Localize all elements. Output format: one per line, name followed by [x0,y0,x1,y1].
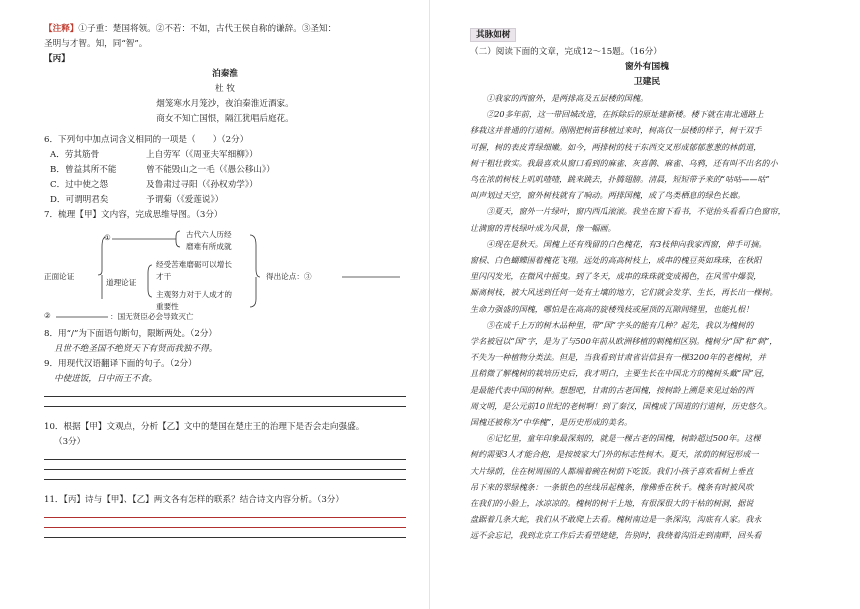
article-line: 远不会忘记，我到北京工作后去看望姥姥，告别时，我绕着沟沿走到南畔，回头看 [470,530,762,541]
question-11: 11．【丙】诗与【甲】、【乙】两文各有怎样的联系？结合诗文内容分析。（3分） [44,495,344,505]
map-conclusion: 得出论点：③ [266,272,312,281]
answer-line[interactable] [44,517,406,518]
question-8: 8．用“/”为下面语句断句，限断两处。（2分） [44,329,218,339]
article-line: 可握，树的表皮青绿细嫩。如今，两排树的枝干东西交叉形成郁郁葱葱的林荫道， [470,141,762,152]
article-line: ③夏天，窗外一片绿叶，窗内西瓜滚滚。我坐在窗下看书，不觉抬头看看白色窗帘， [486,206,786,217]
question-10-score: （3分） [54,437,86,447]
article-line: 吊下来的翠绿槐条：一条银色的丝线吊起槐条，像佛垂在秋千。槐条有时被风吹 [470,481,754,492]
article-line: 不失为一种植物分类法。但是，当我看到甘肃省岩信县有一棵3200年的老槐树，并 [470,352,766,363]
article-line: 树干粗壮敦实。我最喜欢从窗口看到的麻雀、灰喜鹊、麻雀、乌鸦，还有叫不出名的小 [470,157,778,168]
article-body [470,90,824,544]
map-reason-2b: 重要性 [156,302,179,311]
article-line: ⑤在成千上万的树木品种里，带“国”字头的能有几种？起先，我以为槐树的 [486,319,754,330]
section-tag: 其脉如树 [470,28,516,42]
option-source: 及鲁肃过寻阳（《孙权劝学》） [146,180,258,190]
article-line: 窗棂、白色蝴蝶围着槐花飞翔。远处的高高树枝上，成串的槐豆英如珠珠，在秋阳 [470,255,762,266]
question-9: 9．用现代汉语翻译下面的句子。（2分） [44,359,197,369]
annotation-line [44,22,406,37]
q6-option-d [44,193,406,208]
answer-line[interactable] [44,459,406,460]
poem-line-1: 烟笼寒水月笼沙，夜泊秦淮近酒家。 [156,99,294,109]
poem-author: 杜 牧 [215,84,235,94]
article-line: 是最能代表中国的树种。想想吧，甘肃的古老国槐，按树龄上溯是来见过始的西 [470,384,754,395]
note-text: ①子重：楚国将领。②不若：不如，古代王侯自称的谦辞。③圣知： [78,24,337,34]
question-7: 7．梳理【甲】文内容，完成思维导图。（3分） [44,210,223,220]
article-line: ⑥记忆里，童年印象最深刻的，就是一棵古老的国槐，树龄超过500年。这棵 [486,433,761,444]
article-line: ②20多年前，这一带回城改造，在拆除后的原址建新楼。楼下就在南北通路上 [486,109,764,120]
q6-options [44,148,406,208]
annotation-line-2: 圣明与才智。知，同“智”。 [44,39,148,49]
option-source: 上自劳军（《周亚夫军细柳》） [146,150,258,160]
option-word: B．曾益其所不能 [50,165,117,175]
map-reason-2: 主观努力对于人成才的 [156,290,232,299]
map-reasoning: 道理论证 [106,278,137,287]
option-word: D．可谓明君矣 [50,195,109,205]
right-page [430,0,860,609]
option-source: 曾不能毁山之一毛（《愚公移山》） [146,165,275,175]
article-line: 国槐还被称为“中华槐”，是历史形成的美名。 [470,417,633,428]
note-tag: 【注释】 [44,24,79,34]
map-item-1a: 古代六人历经 [186,230,232,239]
article-line: 厮离树枝，被大风送到任何一处有土壤的地方，它们就会发芽、生长，再长出一棵树。 [470,287,778,298]
article-line: 鸟在浓荫树枝上叽叽喳喳，跳来跳去，扑腾翅膀。清晨，短短带予来的“咕咕——咕” [470,174,770,185]
article-line: 大片绿荫，住在树周围的人都端着碗在树荫下吃饭。我们小孩子喜欢看树上垂直 [470,465,754,476]
section-c-heading: 【丙】 [44,54,70,64]
article-line: 学名被冠以“国”字，是为了与500年前从欧洲移植的刺槐相区别。槐树分“国”和“刺”， [470,336,778,347]
article-line: 树约需要3人才能合抱，是按坡家大门外的标志性树木。夏天，浓荫的树冠形成一 [470,449,759,460]
q9-text: 中使进饭，日中而王不食。 [54,374,158,384]
q8-text: 且世不绝圣国不绝贤天下有贤而我独不得。 [54,344,218,354]
poem-line-2: 商女不知亡国恨，隔江犹唱后庭花。 [156,114,294,124]
option-word: C．过中使之怨 [50,180,109,190]
article-line: 里闪闪发光，在微风中摇曳。到了冬天，成串的珠珠就变成褐色，在风雪中爆裂， [470,271,762,282]
answer-line[interactable] [44,527,406,528]
article-line: 且稍微了解槐树的栽培历史后，我才明白，主要生长在中国北方的槐树头戴“国”冠， [470,368,770,379]
map-item-1: ① [104,233,111,242]
option-word: A．劳其筋骨 [50,150,100,160]
article-line: 叫声划过天空，窗外树枝就有了响动。两排国槐，成了鸟类栖息的绿色长廊。 [470,190,746,201]
q6-option-c [44,178,406,193]
question-10: 10．根据【甲】文观点，分析【乙】文中的楚国在楚庄王的治理下是否会走向强盛。 [44,422,365,432]
poem-title: 泊秦淮 [212,69,238,79]
map-item-2: ② [44,311,51,320]
article-line: 生命力强盛的国槐，哪怕是在高高的旋楼残枝或屋顶的瓦隙间缝里，也能扎根！ [470,303,754,314]
question-6: 6．下列句中加点词含义相同的一项是（ ）（2分） [44,135,249,145]
map-positive-argument: 正面论证 [44,272,75,281]
article-line: 在我们的小脸上，冰凉凉的。槐树的树干上地，有很深很大的干枯的树洞，据说 [470,498,754,509]
map-item-2b: ：国无贤臣必会导致灭亡 [110,312,194,321]
option-source: 予谓菊（《爱莲说》） [146,195,224,205]
article-author: 卫建民 [633,77,661,87]
article-line: 周文明，是公元前10世纪的老树啊！到了秦汉，国槐成了国道的行道树，历史悠久。 [470,400,772,411]
map-item-1b: 磨难有所成就 [186,242,232,251]
article-line: 移栽这并普通的行道树。刚刚把树苗移植过来时，树高仅一层楼的样子，树干双手 [470,125,762,136]
article-line: 盘踞着几条大蛇，我们从不敢爬上去看。槐树南边是一条深沟，沟底有人家。我永 [470,514,762,525]
answer-line[interactable] [44,396,406,397]
answer-line[interactable] [44,537,406,538]
article-line: ①我家的西窗外，是两排高及五层楼的国槐。 [486,93,649,103]
article-title: 窗外有国槐 [625,62,669,72]
q6-option-a [44,148,406,163]
map-reason-1: 经受苦难磨砺可以增长 [156,260,232,269]
q6-option-b [44,163,406,178]
article-line: 让满窗的青枝绿叶成为风景，像一幅画。 [470,222,616,233]
reading-intro: （二）阅读下面的文章，完成12～15题。（16分） [470,47,662,57]
mind-map [44,227,406,325]
map-reason-1b: 才干 [156,272,172,281]
answer-line[interactable] [44,469,406,470]
article-line: ④现在是秋天。国槐上还有残留的白色槐花，有3枝伸向我家西窗，伸手可摘。 [486,238,767,249]
